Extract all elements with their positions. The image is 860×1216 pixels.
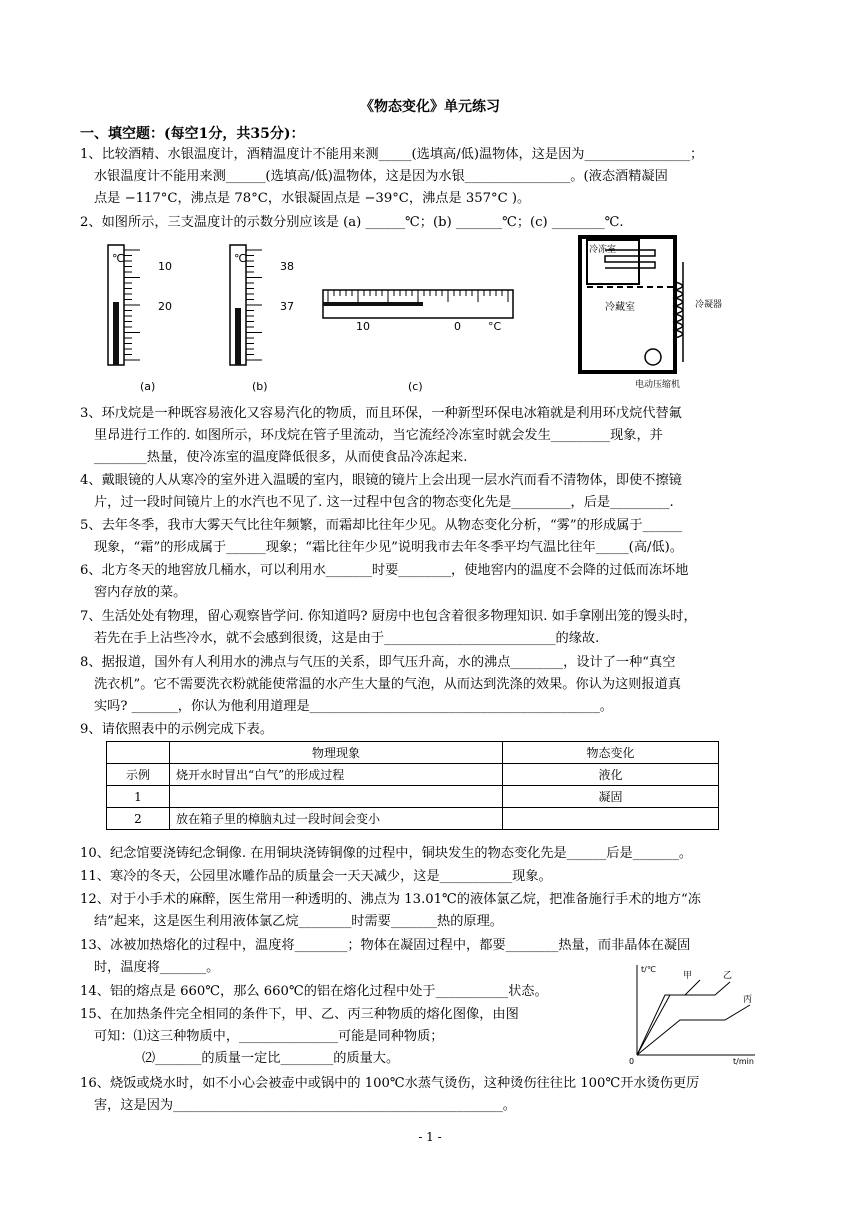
- question-7-line-1: 7、生活处处有物理，留心观察皆学问. 你知道吗? 厨房中也包含着很多物理知识. 如手拿刚出笼的馒头时，: [80, 609, 697, 624]
- question-15-line-3: ⑵_______的质量一定比________的质量大。: [142, 1051, 400, 1066]
- thermometer-a-tick-label-1: 10: [158, 260, 172, 273]
- table-cell: [503, 808, 719, 830]
- question-4-line-1: 4、戴眼镜的人从寒冷的室外进入温暖的室内，眼镜的镜片上会出现一层水汽而看不清物体，即使不擦镜: [80, 473, 682, 488]
- page-number: - 1 -: [418, 1130, 442, 1144]
- question-6-line-2: 窖内存放的菜。: [94, 585, 187, 600]
- thermometer-c-tick-label-2: 0: [454, 320, 461, 333]
- question-8-line-1: 8、据报道，国外有人利用水的沸点与气压的关系，即气压升高，水的沸点________，设计了一种“真空: [80, 655, 676, 670]
- question-7-line-2: 若先在手上沾些冷水，就不会感到很烫，这是由于__________________________的缘故.: [94, 631, 600, 646]
- question-3-line-1: 3、环戊烷是一种既容易液化又容易汽化的物质，而且环保，一种新型环保电冰箱就是利用环戊烷代替氟: [80, 406, 682, 421]
- question-11: 11、寒冷的冬天，公园里冰雕作品的质量会一天天减少，这是___________现象。: [80, 869, 552, 884]
- question-12-line-2: 结”起来，这是医生利用液体氯乙烷________时需要_______热的原理。: [94, 914, 503, 929]
- page-title: 《物态变化》单元练习: [360, 99, 500, 115]
- graph-line-bing: [637, 1005, 750, 1055]
- table-cell: [170, 786, 503, 808]
- thermometer-c-tick-label-3: °C: [488, 320, 502, 333]
- question-9-table: [106, 741, 719, 830]
- thermometer-b-tick-label-2: 37: [280, 300, 294, 313]
- table-header-cell: 物理现象: [170, 742, 503, 764]
- table-cell: 放在箱子里的樟脑丸过一段时间会变小: [170, 808, 503, 830]
- thermometer-a-unit: ℃: [112, 252, 125, 265]
- table-header-cell: 物态变化: [503, 742, 719, 764]
- graph-y-label: t/℃: [641, 965, 656, 974]
- table-cell: 凝固: [503, 786, 719, 808]
- thermometer-b-caption: (b): [252, 380, 268, 393]
- table-row: [107, 764, 719, 786]
- thermometer-c-tick-label-1: 10: [356, 320, 370, 333]
- graph-series-yi: 乙: [723, 971, 733, 981]
- fridge-cold-room-label: 冷藏室: [605, 302, 635, 313]
- graph-line-jia: [637, 980, 700, 1055]
- question-8-line-2: 洗衣机”。它不需要洗衣粉就能使常温的水产生大量的气泡，从而达到洗涤的效果。你认为这则报道真: [94, 677, 681, 692]
- question-16-line-2: 害，这是因为__________________________________________________。: [94, 1098, 516, 1113]
- question-15-line-2: 可知：⑴这三种物质中，_______________可能是同种物质；: [94, 1029, 444, 1044]
- question-5-line-2: 现象，“霜”的形成属于______现象；“霜比往年少见”说明我市去年冬季平均气温比往年_____(高/低)。: [94, 540, 683, 555]
- question-3-line-3: ________热量，使冷冻室的温度降低很多，从而使食品冷冻起来.: [94, 450, 468, 465]
- table-header-cell: [107, 742, 170, 764]
- refrigerator-figure: [575, 232, 735, 392]
- question-6-line-1: 6、北方冬天的地窖放几桶水，可以利用水_______时要________，使地窖内的温度不会降的过低而冻坏地: [80, 563, 689, 578]
- question-5-line-1: 5、去年冬季，我市大雾天气比往年频繁，而霜却比往年少见。从物态变化分析，“雾”的形成属于______: [80, 518, 683, 533]
- question-16-line-1: 16、烧饭或烧水时，如不小心会被壶中或锅中的 100℃水蒸气烫伤，这种烫伤往往比 100℃开水烫伤更厉: [80, 1076, 700, 1091]
- question-13-line-2: 时，温度将_______。: [94, 960, 220, 975]
- question-8-line-3: 实吗? _______，你认为他利用道理是____________________________________________。: [94, 699, 613, 714]
- melting-graph: [625, 960, 765, 1065]
- fridge-compressor-label: 电动压缩机: [635, 380, 681, 390]
- table-row: [107, 808, 719, 830]
- question-1-line-1: 1、比较酒精、水银温度计，酒精温度计不能用来测_____(选填高/低)温物体，这是因为________________；: [80, 147, 704, 162]
- table-cell: 2: [107, 808, 170, 830]
- thermometer-b-liquid: [235, 308, 241, 365]
- thermometer-c-figure: [318, 280, 518, 395]
- question-2: 2、如图所示，三支温度计的示数分别应该是 (a) ______℃；(b) _______℃；(c) ________℃.: [80, 215, 624, 230]
- question-9: 9、请依照表中的示例完成下表。: [80, 722, 274, 737]
- table-cell: 烧开水时冒出“白气”的形成过程: [170, 764, 503, 786]
- thermometer-b-figure: [222, 240, 302, 400]
- table-row: [107, 786, 719, 808]
- thermometer-b-ticks: [246, 250, 262, 360]
- thermometer-a-liquid: [113, 302, 119, 365]
- fridge-freezer-label: 冷冻室: [589, 245, 617, 255]
- question-13-line-1: 13、冰被加热熔化的过程中，温度将________；物体在凝固过程中，都要________热量，而非晶体在凝固: [80, 938, 691, 953]
- question-12-line-1: 12、对于小手术的麻醉，医生常用一种透明的、沸点为 13.01℃的液体氯乙烷，把准备施行手术的地方“冻: [80, 892, 701, 907]
- question-10: 10、纪念馆要浇铸纪念铜像. 在用铜块浇铸铜像的过程中，铜块发生的物态变化先是______后是_______。: [80, 846, 693, 861]
- thermometer-b-unit: ℃: [234, 252, 247, 265]
- graph-series-jia: 甲: [683, 971, 693, 981]
- fridge-condenser-label: 冷凝器: [695, 300, 723, 310]
- thermometer-b-tick-label-1: 38: [280, 260, 294, 273]
- thermometer-a-caption: (a): [140, 380, 156, 393]
- table-header-row: [107, 742, 719, 764]
- question-1-line-2: 水银温度计不能用来测______(选填高/低)温物体，这是因为水银________________。(液态酒精凝固: [94, 169, 668, 184]
- table-cell: 液化: [503, 764, 719, 786]
- thermometer-c-ticks: [328, 290, 508, 302]
- question-4-line-2: 片，过一段时间镜片上的水汽也不见了. 这一过程中包含的物态变化先是_________，后是_________.: [94, 495, 674, 510]
- thermometer-a-ticks: [124, 250, 140, 360]
- question-3-line-2: 里昂进行工作的. 如图所示，环戊烷在管子里流动，当它流经冷冻室时就会发生_________现象，并: [94, 428, 663, 443]
- question-15-line-1: 15、在加热条件完全相同的条件下，甲、乙、丙三种物质的熔化图像，由图: [80, 1007, 519, 1022]
- question-14: 14、铝的熔点是 660℃，那么 660℃的铝在熔化过程中处于___________状态。: [80, 984, 548, 999]
- section-heading: 一、填空题：(每空1分，共35分)：: [80, 126, 305, 142]
- graph-origin: 0: [629, 1057, 635, 1065]
- graph-series-bing: 丙: [743, 995, 753, 1005]
- graph-x-label: t/min: [733, 1057, 754, 1065]
- table-cell: 1: [107, 786, 170, 808]
- table-cell: 示例: [107, 764, 170, 786]
- compressor: [645, 349, 661, 365]
- thermometer-a-tick-label-2: 20: [158, 300, 172, 313]
- thermometer-a-figure: [100, 240, 180, 400]
- thermometer-c-caption: (c): [408, 380, 423, 393]
- question-1-line-3: 点是 −117°C，沸点是 78°C，水银凝固点是 −39°C，沸点是 357°C )。: [94, 191, 531, 206]
